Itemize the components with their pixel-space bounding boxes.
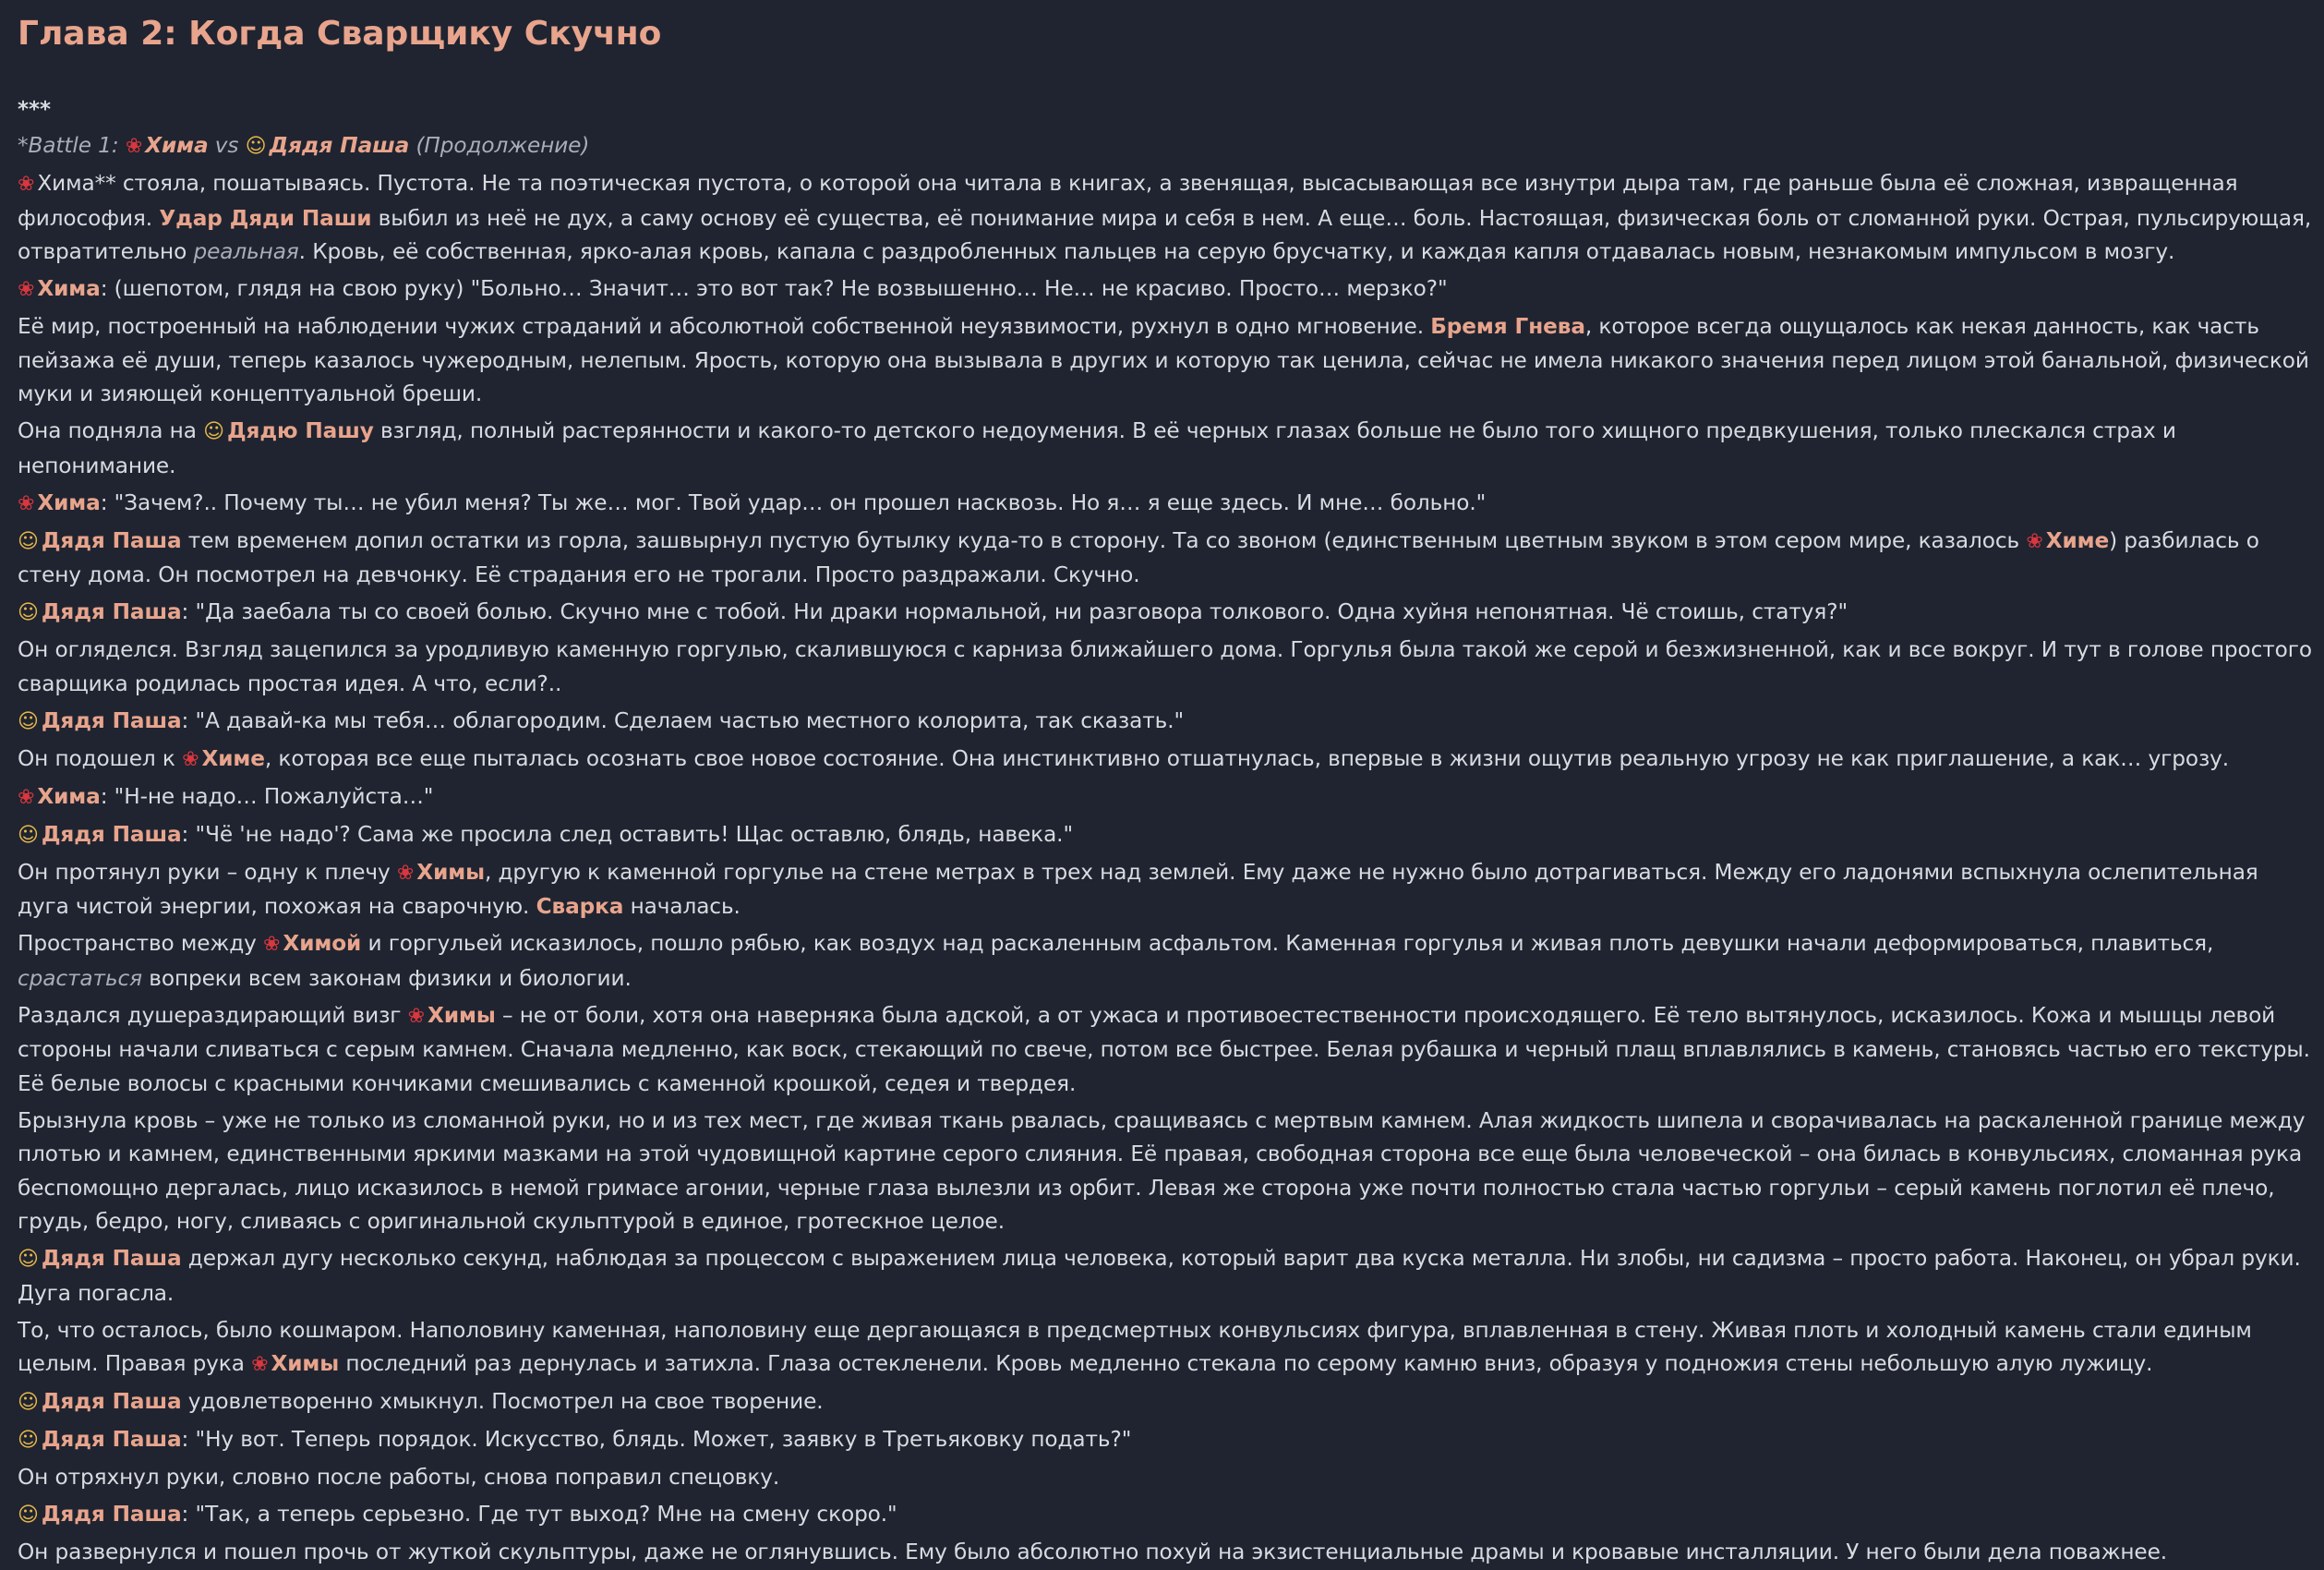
paragraph-text: Он развернулся и пошел прочь от жуткой скульптуры, даже не оглянувшись. Ему было абсолютно похуй на экзистенциальные драмы и кровавые инсталляции. У него были дела поважнее. xyxy=(18,1540,2168,1564)
rose-icon: ❀ xyxy=(396,861,415,885)
story-paragraph xyxy=(18,272,2313,308)
character-name: Химы xyxy=(427,1002,496,1028)
story-paragraph xyxy=(18,310,2313,412)
paragraph-text: взгляд, полный растерянности и какого-то детского недоумения. В её черных глазах больше не было того хищного предвкушения, только плескался страх и непонимание. xyxy=(18,418,2176,478)
story-paragraph xyxy=(18,818,2313,853)
paragraph-text: вопреки всем законам физики и биологии. xyxy=(142,965,632,991)
paragraph-text: последний раз дернулась и затихла. Глаза остекленели. Кровь медленно стекала по серому камню вниз, образуя у подножия стены небольшую алую лужицу. xyxy=(339,1351,2153,1376)
story-paragraph xyxy=(18,743,2313,778)
paragraph-text: Хима** стояла, пошатываясь. Пустота. Не та поэтическая пустота, о которой она читала в книгах, а звенящая, высасывающая все изнутри дыра там, где раньше была её сложная, извращенная философия. xyxy=(18,171,2238,231)
worker-icon: ☺ xyxy=(18,1504,39,1527)
paragraph-text: Он подошел к xyxy=(18,745,183,771)
story-paragraph xyxy=(18,1498,2313,1533)
rose-icon: ❀ xyxy=(182,747,199,771)
story-paragraph xyxy=(18,1536,2313,1570)
paragraph-text: : "А давай-ка мы тебя… облагородим. Сделаем частью местного колорита, так сказать." xyxy=(181,707,1185,733)
character-name: Хима xyxy=(145,133,209,158)
character-name: Дядя Паша xyxy=(41,821,182,847)
character-name: Бремя Гнева xyxy=(1430,314,1585,339)
story-paragraph xyxy=(18,856,2313,924)
paragraph-text: : "Ну вот. Теперь порядок. Искусство, блядь. Может, заявку в Третьяковку подать?" xyxy=(181,1427,1132,1452)
worker-icon: ☺ xyxy=(18,709,39,733)
worker-icon: ☺ xyxy=(18,601,39,624)
story-paragraph xyxy=(18,1314,2313,1383)
story-paragraph xyxy=(18,705,2313,740)
story-paragraph xyxy=(18,1461,2313,1495)
rose-icon: ❀ xyxy=(18,278,35,301)
story-paragraph xyxy=(18,634,2313,701)
paragraph-text: держал дугу несколько секунд, наблюдая за процессом с выражением лица человека, который варит два куска металла. Ни злобы, ни садизма – просто работа. Наконец, он убрал руки. Дуга погасла. xyxy=(18,1246,2301,1306)
character-name: Дядя Паша xyxy=(269,133,410,158)
story-paragraph xyxy=(18,1385,2313,1420)
story-paragraph xyxy=(18,1105,2313,1239)
paragraph-text: ) разбилась о стену дома. Он посмотрел на девчонку. Её страдания его не трогали. Просто раздражали. Скучно. xyxy=(18,527,2259,587)
character-name: Хима xyxy=(37,783,101,809)
rose-icon: ❀ xyxy=(251,1353,269,1376)
paragraph-text: удовлетворенно хмыкнул. Посмотрел на свое творение. xyxy=(181,1389,824,1414)
paragraph-text: : "Н-не надо… Пожалуйста…" xyxy=(100,783,434,809)
paragraph-text: Раздался душераздирающий визг xyxy=(18,1002,408,1028)
character-name: Химе xyxy=(201,745,265,771)
paragraph-text: : (шепотом, глядя на свою руку) "Больно… Значит… это вот так? Не возвышенно… Не… не красиво. Просто… мерзко?" xyxy=(100,276,1448,301)
rose-icon: ❀ xyxy=(2026,529,2043,553)
paragraph-text: Её мир, построенный на наблюдении чужих страданий и абсолютной собственной неуязвимости, рухнул в одно мгновение. xyxy=(18,314,1431,339)
paragraph-text: (Продолжение) xyxy=(409,133,590,158)
chapter-title: Глава 2: Когда Сварщику Скучно xyxy=(18,15,662,53)
character-name: Дядя Паша xyxy=(41,527,182,553)
story-paragraph xyxy=(18,999,2313,1102)
character-name: Химой xyxy=(283,931,362,956)
character-name: Хима xyxy=(37,276,101,301)
story-content xyxy=(18,129,2313,1570)
worker-icon: ☺ xyxy=(245,135,267,158)
rose-icon: ❀ xyxy=(407,1004,426,1028)
paragraph-text: Пространство между xyxy=(18,931,264,956)
paragraph-text: : "Чё 'не надо'? Сама же просила след оставить! Щас оставлю, блядь, навека." xyxy=(181,821,1074,847)
emphasis-text: срастаться xyxy=(18,965,143,991)
worker-icon: ☺ xyxy=(18,1248,39,1271)
story-paragraph xyxy=(18,780,2313,815)
character-name: Удар Дяди Паши xyxy=(159,205,372,231)
story-paragraph xyxy=(18,525,2313,593)
character-name: Дядя Паша xyxy=(41,1427,182,1452)
story-paragraph xyxy=(18,167,2313,270)
paragraph-text: , которое всегда ощущалось как некая данность, как часть пейзажа её души, теперь казалось чужеродным, нелепым. Ярость, которую она вызывала в других и которую так ценила, сейчас не имела никакого значения перед лицом этой банальной, физической муки и зияющей концептуальной бреши. xyxy=(18,314,2309,406)
story-paragraph xyxy=(18,487,2313,522)
paragraph-text: Он протянул руки – одну к плечу xyxy=(18,859,397,885)
paragraph-text: – не от боли, хотя она наверняка была адской, а от ужаса и противоестественности происходящего. Её тело вытянулось, исказилось. Кожа и мышцы левой стороны начали сливаться с серым камнем. Сначала медленно, как воск, стекающий по свече, потом все быстрее. Белая рубашка и черный плащ вплавлялись в камень, становясь частью его текстуры. Её белые волосы с красными кончиками смешивались с каменной крошкой, седея и твердея. xyxy=(18,1002,2310,1096)
rose-icon: ❀ xyxy=(263,933,281,956)
story-paragraph xyxy=(18,596,2313,631)
worker-icon: ☺ xyxy=(18,529,39,553)
story-paragraph xyxy=(18,1242,2313,1310)
paragraph-text: Он отряхнул руки, словно после работы, снова поправил спецовку. xyxy=(18,1465,780,1490)
paragraph-text: vs xyxy=(208,133,246,158)
emphasis-text: реальная xyxy=(193,239,299,264)
paragraph-text: , которая все еще пыталась осознать свое новое состояние. Она инстинктивно отшатнулась, впервые в жизни ощутив реальную угрозу не как приглашение, а как… угрозу. xyxy=(264,745,2230,771)
character-name: Сварка xyxy=(536,894,624,919)
section-separator: *** xyxy=(18,98,52,122)
rose-icon: ❀ xyxy=(18,173,35,196)
rose-icon: ❀ xyxy=(18,785,35,809)
paragraph-text: тем временем допил остатки из горла, зашвырнул пустую бутылку куда-то в сторону. Та со звоном (единственным цветным звуком в этом сером мире, казалось xyxy=(181,527,2027,553)
character-name: Хима xyxy=(37,489,101,515)
battle-header xyxy=(18,129,2313,164)
paragraph-text: *Battle 1: xyxy=(18,133,126,158)
paragraph-text: То, что осталось, было кошмаром. Наполовину каменная, наполовину еще дергающаяся в предсмертных конвульсиях фигура, вплавленная в стену. Живая плоть и холодный камень стали единым целым. Правая рука xyxy=(18,1317,2252,1376)
story-paragraph xyxy=(18,927,2313,996)
paragraph-text: Он огляделся. Взгляд зацепился за уродливую каменную горгулью, скалившуюся с карниза ближайшего дома. Горгулья была такой же серой и безжизненной, как и все вокруг. И тут в голове простого сварщика родилась простая идея. А что, если?.. xyxy=(18,637,2312,696)
paragraph-text: выбил из неё не дух, а саму основу её существа, её понимание мира и себя в нем. А еще… боль. Настоящая, физическая боль от сломанной руки. Острая, пульсирующая, отвратительно xyxy=(18,205,2312,264)
story-paragraph xyxy=(18,415,2313,483)
paragraph-text: : "Так, а теперь серьезно. Где тут выход? Мне на смену скоро." xyxy=(181,1502,897,1527)
paragraph-text: , другую к каменной горгулье на стене метрах в трех над землей. Ему даже не нужно было дотрагиваться. Между его ладонями вспыхнула ослепительная дуга чистой энергии, похожая на сварочную. xyxy=(18,859,2258,919)
character-name: Дядя Паша xyxy=(41,1389,182,1414)
worker-icon: ☺ xyxy=(18,1391,39,1414)
character-name: Дядя Паша xyxy=(41,599,182,624)
rose-icon: ❀ xyxy=(18,491,35,515)
character-name: Химы xyxy=(271,1351,340,1376)
worker-icon: ☺ xyxy=(203,420,224,443)
character-name: Дядя Паша xyxy=(41,707,182,733)
character-name: Дядя Паша xyxy=(41,1502,182,1527)
worker-icon: ☺ xyxy=(18,823,39,847)
paragraph-text: : "Зачем?.. Почему ты… не убил меня? Ты же… мог. Твой удар… он прошел насквозь. Но я… я еще здесь. И мне… больно." xyxy=(100,489,1487,515)
character-name: Химы xyxy=(416,859,485,885)
character-name: Дядя Паша xyxy=(41,1246,182,1271)
worker-icon: ☺ xyxy=(18,1429,39,1452)
paragraph-text: : "Да заебала ты со своей болью. Скучно мне с тобой. Ни драки нормальной, ни разговора толкового. Одна хуйня непонятная. Чё стоишь, статуя?" xyxy=(181,599,1848,624)
paragraph-text: и горгульей исказилось, пошло рябью, как воздух над раскаленным асфальтом. Каменная горгулья и живая плоть девушки начали деформироваться, плавиться, xyxy=(361,931,2214,956)
paragraph-text: Она подняла на xyxy=(18,418,204,443)
paragraph-text: Брызнула кровь – уже не только из сломанной руки, но и из тех мест, где живая ткань рвалась, сращиваясь с мертвым камнем. Алая жидкость шипела и сворачивалась на раскаленной границе между плотью и камнем, единственными яркими мазками на этой чудовищной картине серого слияния. Её правая, свободная сторона все еще была человеческой – она билась в конвульсиях, сломанная рука беспомощно дергалась, лицо исказилось в немой гримасе агонии, черные глаза вылезли из орбит. Левая же сторона уже почти полностью стала частью горгульи – серый камень поглотил её плечо, грудь, бедро, ногу, сливаясь с оригинальной скульптурой в единое, гротескное целое. xyxy=(18,1107,2306,1234)
story-paragraph xyxy=(18,1423,2313,1458)
character-name: Дядю Пашу xyxy=(227,418,374,443)
paragraph-text: началась. xyxy=(623,894,741,919)
character-name: Химе xyxy=(2045,527,2110,553)
paragraph-text: . Кровь, её собственная, ярко-алая кровь, капала с раздробленных пальцев на серую брусчатку, и каждая капля отдавалась новым, незнакомым импульсом в мозгу. xyxy=(298,239,2175,264)
rose-icon: ❀ xyxy=(125,135,143,158)
